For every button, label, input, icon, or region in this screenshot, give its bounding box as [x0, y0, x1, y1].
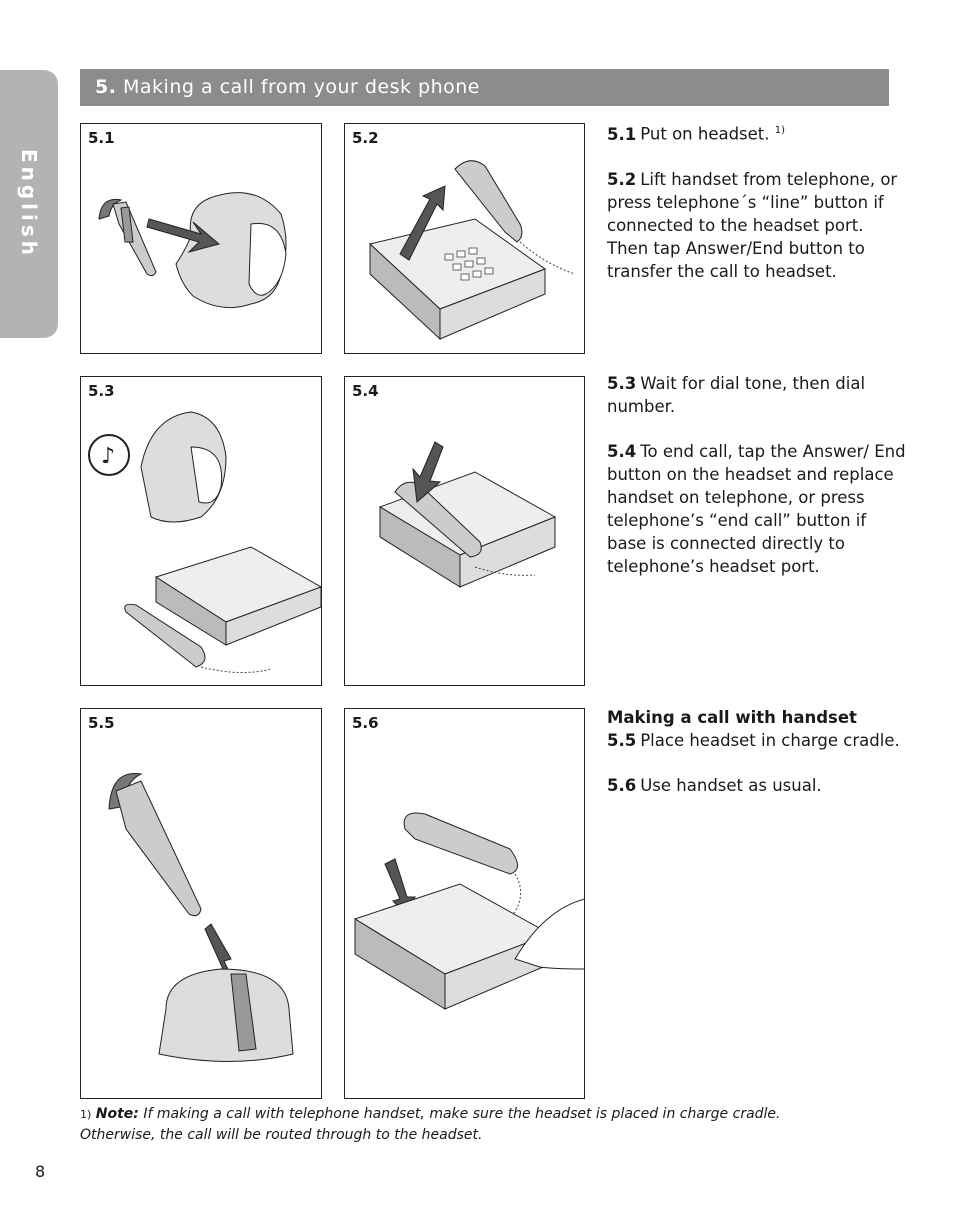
steps-handset: [607, 706, 907, 819]
panel-5-2: [344, 123, 585, 354]
steps-5-1-5-2: [607, 119, 907, 305]
headset-head-illustration: [81, 124, 322, 354]
section-number: 5.: [95, 76, 117, 98]
step-5-4: 5.4 To end call, tap the Answer/ End button on the headset and replace handset on telephone, or press telephone’s “end call” button if base is connected directly to telephone’s headset port.: [607, 442, 906, 576]
steps-5-3-5-4: [607, 372, 907, 600]
language-tab: [0, 70, 58, 338]
handset-subheading: Making a call with handset: [607, 708, 857, 727]
panel-label: 5.1: [88, 129, 115, 147]
note-label: Note:: [95, 1106, 139, 1122]
panel-5-5: [80, 708, 322, 1099]
panel-5-3: [80, 376, 322, 686]
section-header: [80, 69, 889, 106]
footnote: [80, 1104, 880, 1146]
language-tab-label: English: [17, 148, 41, 260]
footnote-line1: If making a call with telephone handset, make sure the headset is placed in charge cradle.: [138, 1106, 781, 1122]
step-5-1: 5.1 Put on headset. $^{1)}$: [607, 124, 786, 144]
panel-label: 5.2: [352, 129, 379, 147]
step-5-3: 5.3 Wait for dial tone, then dial number.: [607, 374, 866, 416]
phone-lift-illustration: [345, 124, 585, 354]
panel-label: 5.5: [88, 714, 115, 732]
panel-label: 5.4: [352, 382, 379, 400]
step-5-5: Making a call with handset 5.5 Place headset in charge cradle.: [607, 706, 907, 752]
page-number: 8: [35, 1162, 46, 1181]
headset-cradle-illustration: [81, 709, 322, 1099]
footnote-mark: 1): [80, 1108, 92, 1121]
phone-hangup-illustration: [345, 377, 585, 686]
panel-label: 5.3: [88, 382, 115, 400]
step-5-6: 5.6 Use handset as usual.: [607, 776, 822, 795]
dial-number-illustration: [81, 377, 322, 686]
panel-5-4: [344, 376, 585, 686]
footnote-ref: 1): [774, 125, 786, 136]
panel-5-6: [344, 708, 585, 1099]
footnote-line2: Otherwise, the call will be routed through to the headset.: [80, 1127, 483, 1143]
step-5-2: 5.2 Lift handset from telephone, or press telephone´s “line” button if connected to the headset port. Then tap Answer/End button to transfer the call to headset.: [607, 169, 898, 281]
section-title: Making a call from your desk phone: [123, 76, 480, 98]
panel-label: 5.6: [352, 714, 379, 732]
panel-5-1: [80, 123, 322, 354]
handset-use-illustration: [345, 709, 585, 1099]
svg-text:♪: ♪: [101, 444, 116, 469]
